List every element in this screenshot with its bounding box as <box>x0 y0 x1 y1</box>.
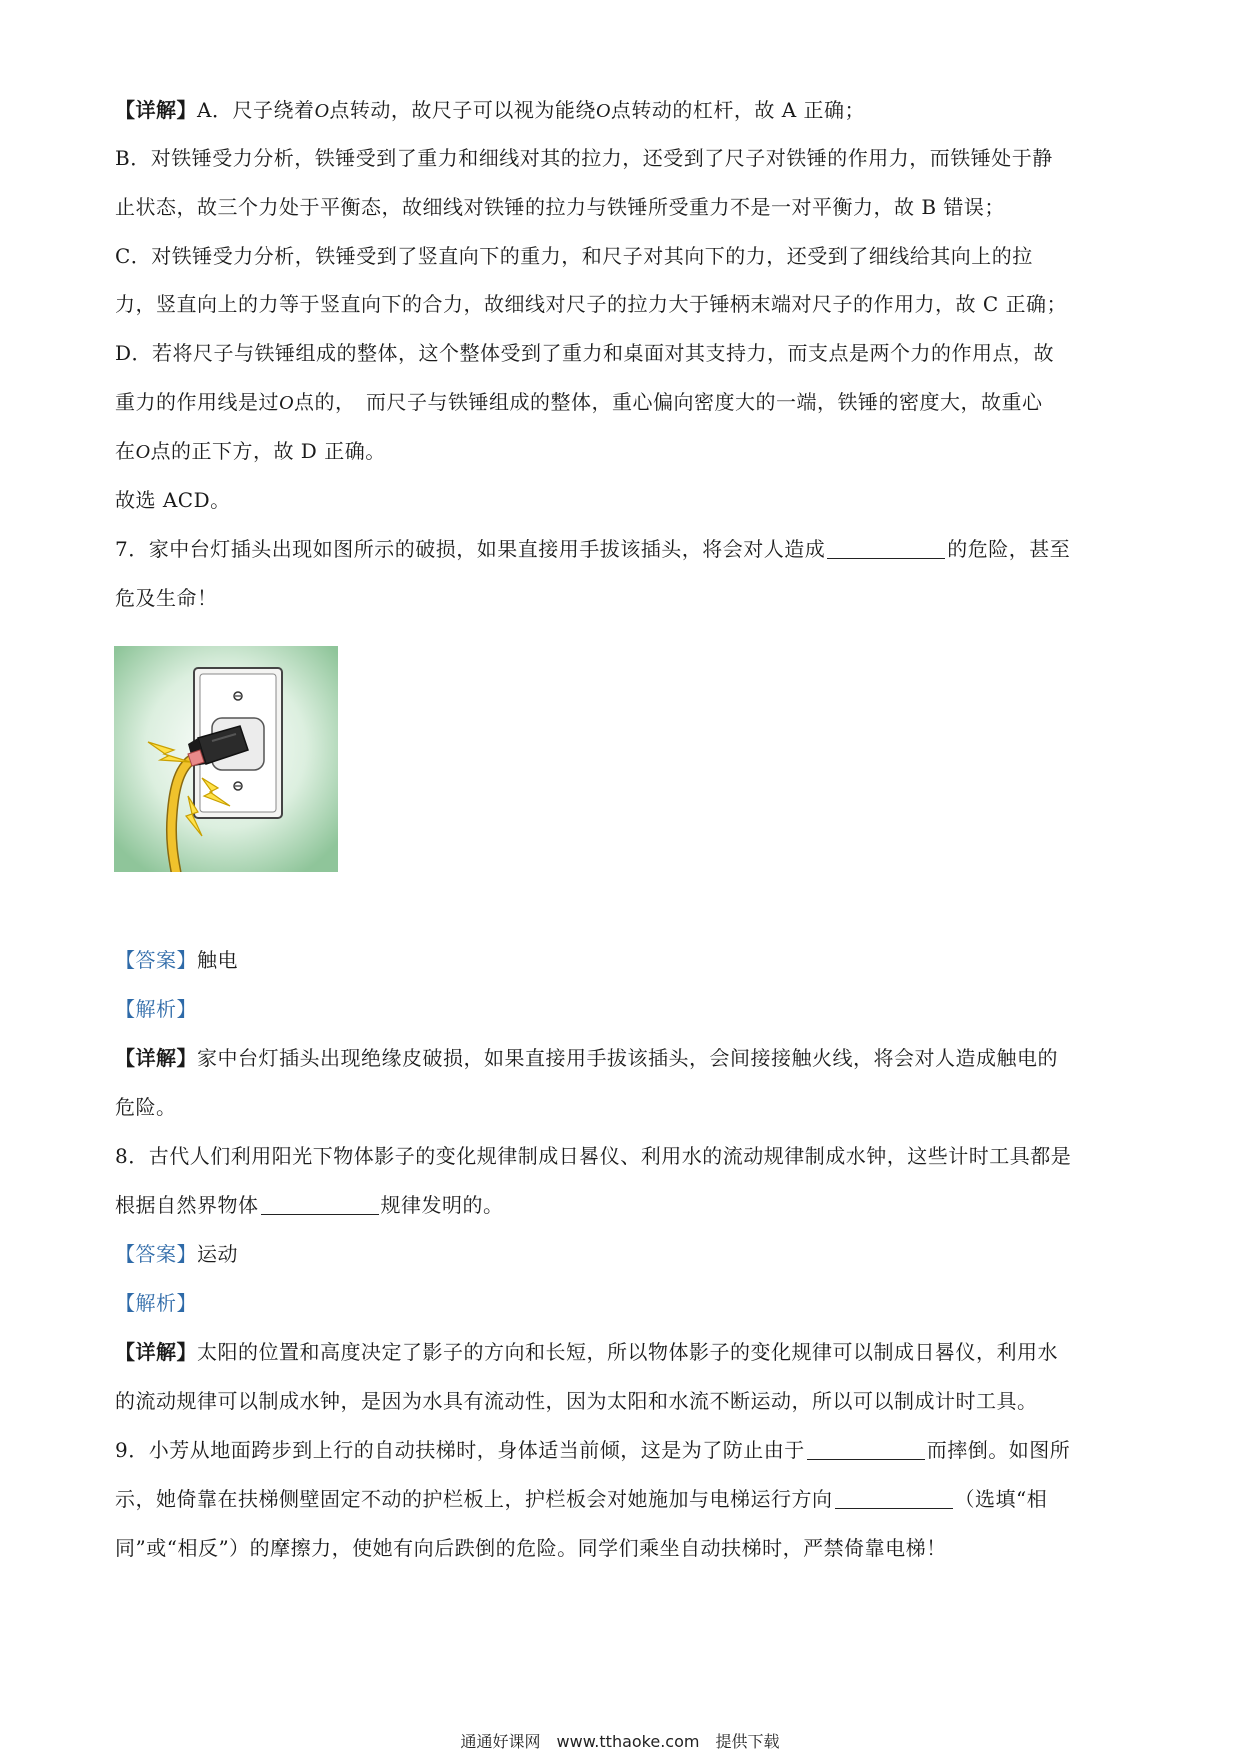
text-line: 止状态，故三个力处于平衡态，故细线对铁锤的拉力与铁锤所受重力不是一对平衡力，故 B 错误； <box>115 195 1005 219</box>
question-8-analysis <box>115 1289 1135 1317</box>
question-8-text: 8．古代人们利用阳光下物体影子的变化规律制成日晷仪、利用水的流动规律制成水钟，这些计时工具都是 <box>115 1144 1072 1168</box>
text-span: 而摔倒。如图所 <box>926 1438 1071 1462</box>
answer-blank <box>261 1194 379 1215</box>
text-span: A．尺子绕着 <box>197 98 315 122</box>
question-7-answer <box>115 946 1135 974</box>
detail-tag: 【详解】 <box>115 1340 197 1364</box>
question-8-text <box>115 1191 1135 1219</box>
answer-tag: 【答案】 <box>115 948 197 972</box>
text-span: 规律发明的。 <box>380 1193 504 1217</box>
text-line: 力，竖直向上的力等于竖直向下的合力，故细线对尺子的拉力大于锤柄末端对尺子的作用力，故 C 正确； <box>115 292 1068 316</box>
text-span: 的危险，甚至 <box>947 537 1071 561</box>
question-8-detail: 的流动规律可以制成水钟，是因为水具有流动性，因为太阳和水流不断运动，所以可以制成计时工具。 <box>115 1389 1038 1413</box>
answer-blank <box>807 1439 925 1460</box>
analysis-tag: 【解析】 <box>115 997 197 1021</box>
text-span: （选填“相 <box>954 1487 1048 1511</box>
variable-o: O <box>595 100 611 122</box>
text-line <box>115 437 1135 466</box>
variable-o: O <box>135 441 151 463</box>
text-span: 在 <box>115 439 136 463</box>
text-span: 重力的作用线是过 <box>115 390 279 414</box>
text-span: 7．家中台灯插头出现如图所示的破损，如果直接用手拔该插头，将会对人造成 <box>115 537 826 561</box>
text-span: 点转动的杠杆，故 A 正确； <box>610 98 866 122</box>
question-8-answer <box>115 1240 1135 1268</box>
text-span: 点的正下方，故 D 正确。 <box>150 439 386 463</box>
question-9-text <box>115 1436 1135 1464</box>
question-7-detail: 危险。 <box>115 1095 177 1119</box>
question-7-text <box>115 535 1135 563</box>
detail-tag: 【详解】 <box>115 1046 197 1070</box>
text-line: D．若将尺子与铁锤组成的整体，这个整体受到了重力和桌面对其支持力，而支点是两个力的作用点，故 <box>115 341 1055 365</box>
variable-o: O <box>314 100 330 122</box>
answer-blank <box>827 538 945 559</box>
question-7-detail <box>115 1044 1135 1072</box>
question-9-text <box>115 1485 1135 1513</box>
text-line <box>115 388 1135 417</box>
text-line: 故选 ACD。 <box>115 488 231 512</box>
text-line: C．对铁锤受力分析，铁锤受到了竖直向下的重力，和尺子对其向下的力，还受到了细线给其向上的拉 <box>115 244 1033 268</box>
answer-text: 运动 <box>197 1242 238 1266</box>
text-span: 9．小芳从地面跨步到上行的自动扶梯时，身体适当前倾，这是为了防止由于 <box>115 1438 805 1462</box>
text-line: B．对铁锤受力分析，铁锤受到了重力和细线对其的拉力，还受到了尺子对铁锤的作用力，而铁锤处于静 <box>115 146 1053 170</box>
text-span: 点的， 而尺子与铁锤组成的整体，重心偏向密度大的一端，铁锤的密度大，故重心 <box>293 390 1043 414</box>
text-span: 示，她倚靠在扶梯侧壁固定不动的护栏板上，护栏板会对她施加与电梯运行方向 <box>115 1487 833 1511</box>
question-8-detail <box>115 1338 1135 1366</box>
variable-o: O <box>279 392 294 414</box>
text-span: 家中台灯插头出现绝缘皮破损，如果直接用手拔该插头，会间接接触火线，将会对人造成触电的 <box>197 1046 1058 1070</box>
answer-blank <box>835 1488 953 1509</box>
broken-plug-figure <box>114 646 338 872</box>
answer-text: 触电 <box>197 948 238 972</box>
text-line <box>115 96 1135 125</box>
page-footer: 通通好课网 www.tthaoke.com 提供下载 <box>460 1732 780 1751</box>
question-7-text: 危及生命！ <box>115 586 218 610</box>
text-span: 太阳的位置和高度决定了影子的方向和长短，所以物体影子的变化规律可以制成日晷仪，利用水 <box>197 1340 1058 1364</box>
analysis-tag: 【解析】 <box>115 1291 197 1315</box>
question-7-analysis <box>115 995 1135 1023</box>
detail-tag: 【详解】 <box>115 98 197 122</box>
text-span: 根据自然界物体 <box>115 1193 259 1217</box>
answer-tag: 【答案】 <box>115 1242 197 1266</box>
text-span: 点转动，故尺子可以视为能绕 <box>329 98 596 122</box>
question-9-text: 同”或“相反”）的摩擦力，使她有向后跌倒的危险。同学们乘坐自动扶梯时，严禁倚靠电梯！ <box>115 1536 947 1560</box>
